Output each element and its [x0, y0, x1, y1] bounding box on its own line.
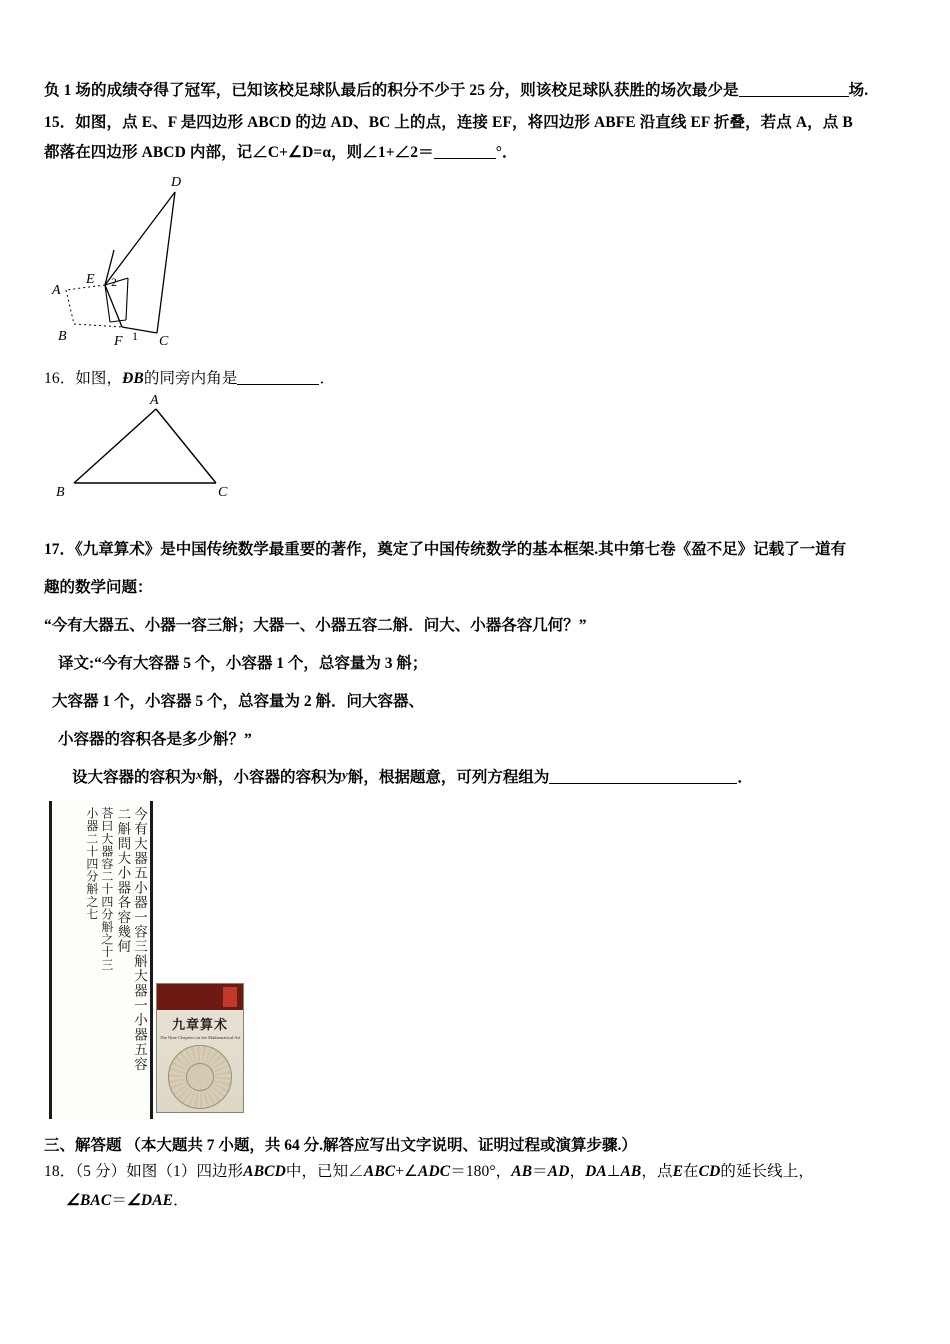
- label-angle-1: 1: [132, 329, 138, 344]
- question-15: [44, 112, 906, 350]
- book-cover-emblem: [168, 1045, 232, 1109]
- label-C: C: [218, 484, 228, 500]
- question-17-text-7a: 设大容器的容积为: [72, 768, 197, 786]
- q18-t6: ，: [569, 1162, 586, 1180]
- question-18: [44, 1161, 906, 1213]
- q18-t5: ＝: [532, 1162, 548, 1180]
- variable-x: x: [196, 766, 203, 782]
- top-partial-tail: 场.: [848, 82, 869, 99]
- q18-t3: +∠: [395, 1162, 419, 1180]
- book-cover-band: [157, 984, 243, 1010]
- q18-t11: ＝: [111, 1192, 127, 1210]
- question-17-text-3: “今有大器五、小器一容三斛；大器一、小器五容二斛．问大、小器各容几何？”: [44, 616, 587, 634]
- q18-cd: CD: [698, 1162, 721, 1180]
- question-17-number: 17．: [44, 540, 76, 558]
- question-15-line-1: [44, 112, 906, 134]
- q18-t1: （5 分）如图（1）四边形: [75, 1162, 244, 1180]
- label-A: A: [52, 283, 61, 299]
- question-16-number: 16．: [44, 370, 76, 388]
- label-E: E: [86, 272, 95, 288]
- page-content: [44, 80, 906, 1213]
- question-18-number: 18．: [44, 1162, 76, 1180]
- question-16-figure: [44, 391, 906, 511]
- label-B: B: [58, 329, 67, 345]
- question-17-text-7c: 斛，根据题意，可列方程组为: [347, 768, 550, 786]
- scroll-column-1: 今有大器五小器一容三斛大器一小器五容: [132, 806, 147, 1072]
- label-F: F: [114, 334, 123, 350]
- question-17-text-5: 大容器 1 个，小容器 5 个，总容量为 2 斛．问大容器、: [52, 692, 425, 710]
- question-17-text-7d: ．: [737, 768, 753, 786]
- q18-adc: ADC: [418, 1162, 451, 1180]
- q18-ad: AD: [547, 1162, 570, 1180]
- q18-t4: ＝180°，: [450, 1162, 512, 1180]
- scroll-column-4: 小器二十四分斛之七: [84, 806, 99, 921]
- label-angle-2: 2: [111, 275, 117, 290]
- q18-abc: ABC: [363, 1162, 396, 1180]
- q18-abcd: ABCD: [243, 1162, 286, 1180]
- question-16-angle: ÐB: [122, 370, 144, 388]
- question-15-line-2: [44, 142, 906, 164]
- question-18-line-2: [44, 1190, 906, 1212]
- question-17-text-1: 《九章算术》是中国传统数学最重要的著作，奠定了中国传统数学的基本框架.其中第七卷《盈不足》记载了一道有: [75, 540, 847, 558]
- scroll-column-3: 荅曰大器容二十四分斛之十三: [99, 806, 114, 971]
- triangle-diagram: [44, 391, 264, 507]
- question-16-text-c: ．: [319, 370, 336, 388]
- answer-blank[interactable]: [739, 96, 849, 97]
- question-15-text-3: °．: [495, 143, 518, 161]
- top-partial-paragraph: [44, 80, 906, 102]
- question-17-illustration: [44, 801, 906, 1123]
- folded-quadrilateral-diagram: [44, 170, 304, 350]
- answer-blank[interactable]: [434, 158, 496, 159]
- label-C: C: [159, 334, 169, 350]
- label-A: A: [150, 392, 159, 408]
- question-16-text-a: 如图，: [75, 370, 123, 388]
- ancient-text-scroll: [49, 801, 153, 1119]
- question-15-number: 15．: [44, 114, 76, 132]
- question-15-text-2: 都落在四边形 ABCD 内部，记∠C+∠D=α，则∠1+∠2＝: [44, 143, 434, 161]
- question-17-text-4: 译文:“今有大容器 5 个，小容器 1 个，总容量为 3 斛；: [58, 654, 428, 672]
- book-title: 九章算术: [171, 1016, 228, 1032]
- q18-bac: ∠BAC: [66, 1192, 112, 1210]
- question-16-line-1: [44, 368, 906, 390]
- q18-t7: ⊥: [606, 1162, 621, 1180]
- q18-e: E: [672, 1162, 684, 1180]
- question-17: [44, 537, 906, 1123]
- question-17-line-4: [44, 651, 906, 673]
- q18-t10: 的延长线上，: [720, 1162, 814, 1180]
- question-15-figure: [44, 170, 906, 350]
- q18-da: DA: [585, 1162, 607, 1180]
- question-17-line-2: [44, 575, 906, 597]
- book-cover-image: [156, 983, 244, 1113]
- question-17-text-2: 趣的数学问题：: [44, 578, 153, 596]
- scroll-column-2: 二斛問大小器各容幾何: [115, 806, 131, 954]
- label-B: B: [56, 484, 65, 500]
- q18-t9: 在: [683, 1162, 699, 1180]
- question-17-line-1: [44, 537, 906, 559]
- section-3-heading: 三、解答题 （本大题共 7 小题，共 64 分.解答应写出文字说明、证明过程或演算步骤.）: [44, 1136, 637, 1154]
- q18-t8: ，点: [641, 1162, 673, 1180]
- question-16-text-b: 的同旁内角是: [143, 370, 238, 388]
- label-D: D: [171, 175, 182, 191]
- answer-blank[interactable]: [549, 783, 737, 784]
- question-16: [44, 368, 906, 510]
- q18-ab2: AB: [620, 1162, 642, 1180]
- question-15-text: 如图，点 E、F 是四边形 ABCD 的边 AD、BC 上的点，连接 EF，将四边形 ABFE 沿直线 EF 折叠，若点 A，点 B: [75, 114, 853, 132]
- q18-ab: AB: [511, 1162, 533, 1180]
- q18-t2: 中，已知∠: [285, 1162, 364, 1180]
- question-17-text-7b: 斛，小容器的容积为: [202, 768, 343, 786]
- book-subtitle: The Nine Chapters on the Mathematical Art: [159, 1034, 241, 1040]
- question-17-text-6: 小容器的容积各是多少斛？”: [58, 730, 252, 748]
- q18-dae: ∠DAE: [126, 1192, 174, 1210]
- answer-blank[interactable]: [237, 384, 319, 385]
- question-17-line-7: [44, 765, 906, 787]
- top-partial-text: 负 1 场的成绩夺得了冠军，已知该校足球队最后的积分不少于 25 分，则该校足球队获胜的场次最少是: [44, 82, 739, 99]
- question-17-line-6: [44, 727, 906, 749]
- q18-t12: ．: [173, 1192, 189, 1210]
- question-18-line-1: [44, 1161, 906, 1183]
- question-17-line-5: [44, 689, 906, 711]
- variable-y: y: [342, 766, 348, 782]
- question-17-line-3: [44, 613, 906, 635]
